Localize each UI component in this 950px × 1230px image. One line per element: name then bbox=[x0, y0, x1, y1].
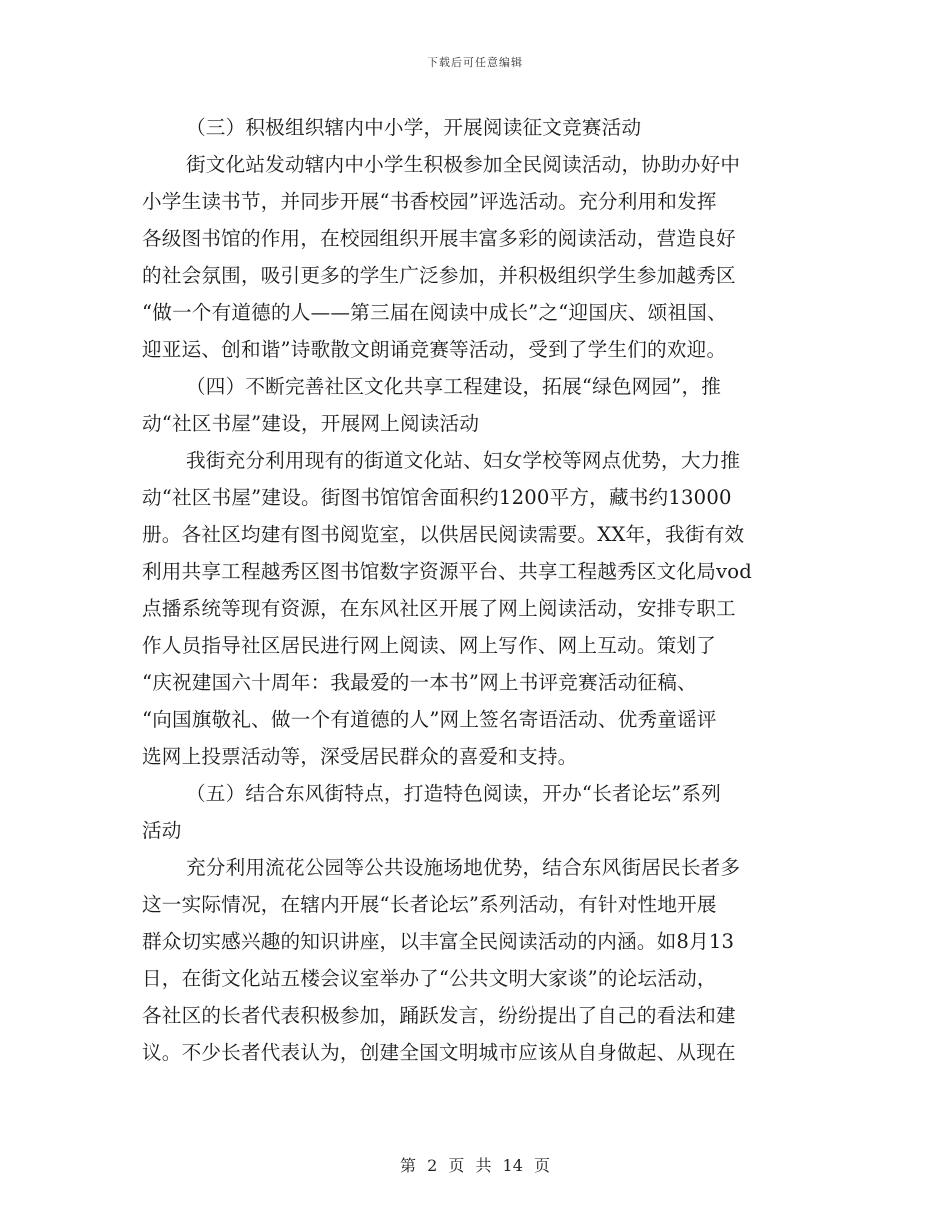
text-line: 这一实际情况，在辖内开展“长者论坛”系列活动，有针对性地开展 bbox=[142, 893, 717, 916]
text-line: 群众切实感兴趣的知识讲座，以丰富全民阅读活动的内涵。如8月13 bbox=[142, 930, 735, 953]
text-line: 动“社区书屋”建设。街图书馆馆舍面积约1200平方，藏书约13000 bbox=[142, 486, 732, 509]
text-line: 议。不少长者代表认为，创建全国文明城市应该从自身做起、从现在 bbox=[142, 1041, 736, 1064]
text-line: 活动 bbox=[142, 819, 182, 842]
page-header: 下载后可任意编辑 bbox=[427, 56, 523, 69]
text-line: 街文化站发动辖内中小学生积极参加全民阅读活动，协助办好中 bbox=[186, 153, 741, 176]
text-line: 我街充分利用现有的街道文化站、妇女学校等网点优势，大力推 bbox=[186, 449, 741, 472]
text-line: 点播系统等现有资源，在东风社区开展了网上阅读活动，安排专职工 bbox=[142, 597, 736, 620]
text-line: 日，在街文化站五楼会议室举办了“公共文明大家谈”的论坛活动， bbox=[142, 967, 717, 990]
text-line: “做一个有道德的人——第三届在阅读中成长”之“迎国庆、颂祖国、 bbox=[142, 301, 727, 324]
text-line: “庆祝建国六十周年：我最爱的一本书”网上书评竞赛活动征稿、 bbox=[142, 671, 697, 694]
text-line: 的社会氛围，吸引更多的学生广泛参加，并积极组织学生参加越秀区 bbox=[142, 264, 736, 287]
text-line: 利用共享工程越秀区图书馆数字资源平台、共享工程越秀区文化局vod bbox=[142, 560, 753, 583]
page-footer: 第 2 页 共 14 页 bbox=[400, 1156, 550, 1175]
text-line: 小学生读书节，并同步开展“书香校园”评选活动。充分利用和发挥 bbox=[142, 190, 717, 213]
document-body bbox=[142, 109, 808, 1071]
text-line: （五）结合东风街特点，打造特色阅读，开办“长者论坛”系列 bbox=[186, 782, 722, 805]
text-line: “向国旗敬礼、做一个有道德的人”网上签名寄语活动、优秀童谣评 bbox=[142, 708, 717, 731]
text-line: 册。各社区均建有图书阅览室，以供居民阅读需要。XX年，我街有效 bbox=[142, 523, 745, 546]
text-line: 迎亚运、创和谐”诗歌散文朗诵竞赛等活动，受到了学生们的欢迎。 bbox=[142, 338, 727, 361]
text-line: 各社区的长者代表积极参加，踊跃发言，纷纷提出了自己的看法和建 bbox=[142, 1004, 736, 1027]
text-line: 选网上投票活动等，深受居民群众的喜爱和支持。 bbox=[142, 745, 578, 768]
text-line: 作人员指导社区居民进行网上阅读、网上写作、网上互动。策划了 bbox=[142, 634, 717, 657]
text-line: 动“社区书屋”建设，开展网上阅读活动 bbox=[142, 412, 480, 435]
text-line: （四）不断完善社区文化共享工程建设，拓展“绿色网园”，推 bbox=[186, 375, 722, 398]
text-line: 充分利用流花公园等公共设施场地优势，结合东风街居民长者多 bbox=[186, 856, 741, 879]
text-line: （三）积极组织辖内中小学，开展阅读征文竞赛活动 bbox=[186, 116, 642, 139]
text-line: 各级图书馆的作用，在校园组织开展丰富多彩的阅读活动，营造良好 bbox=[142, 227, 736, 250]
